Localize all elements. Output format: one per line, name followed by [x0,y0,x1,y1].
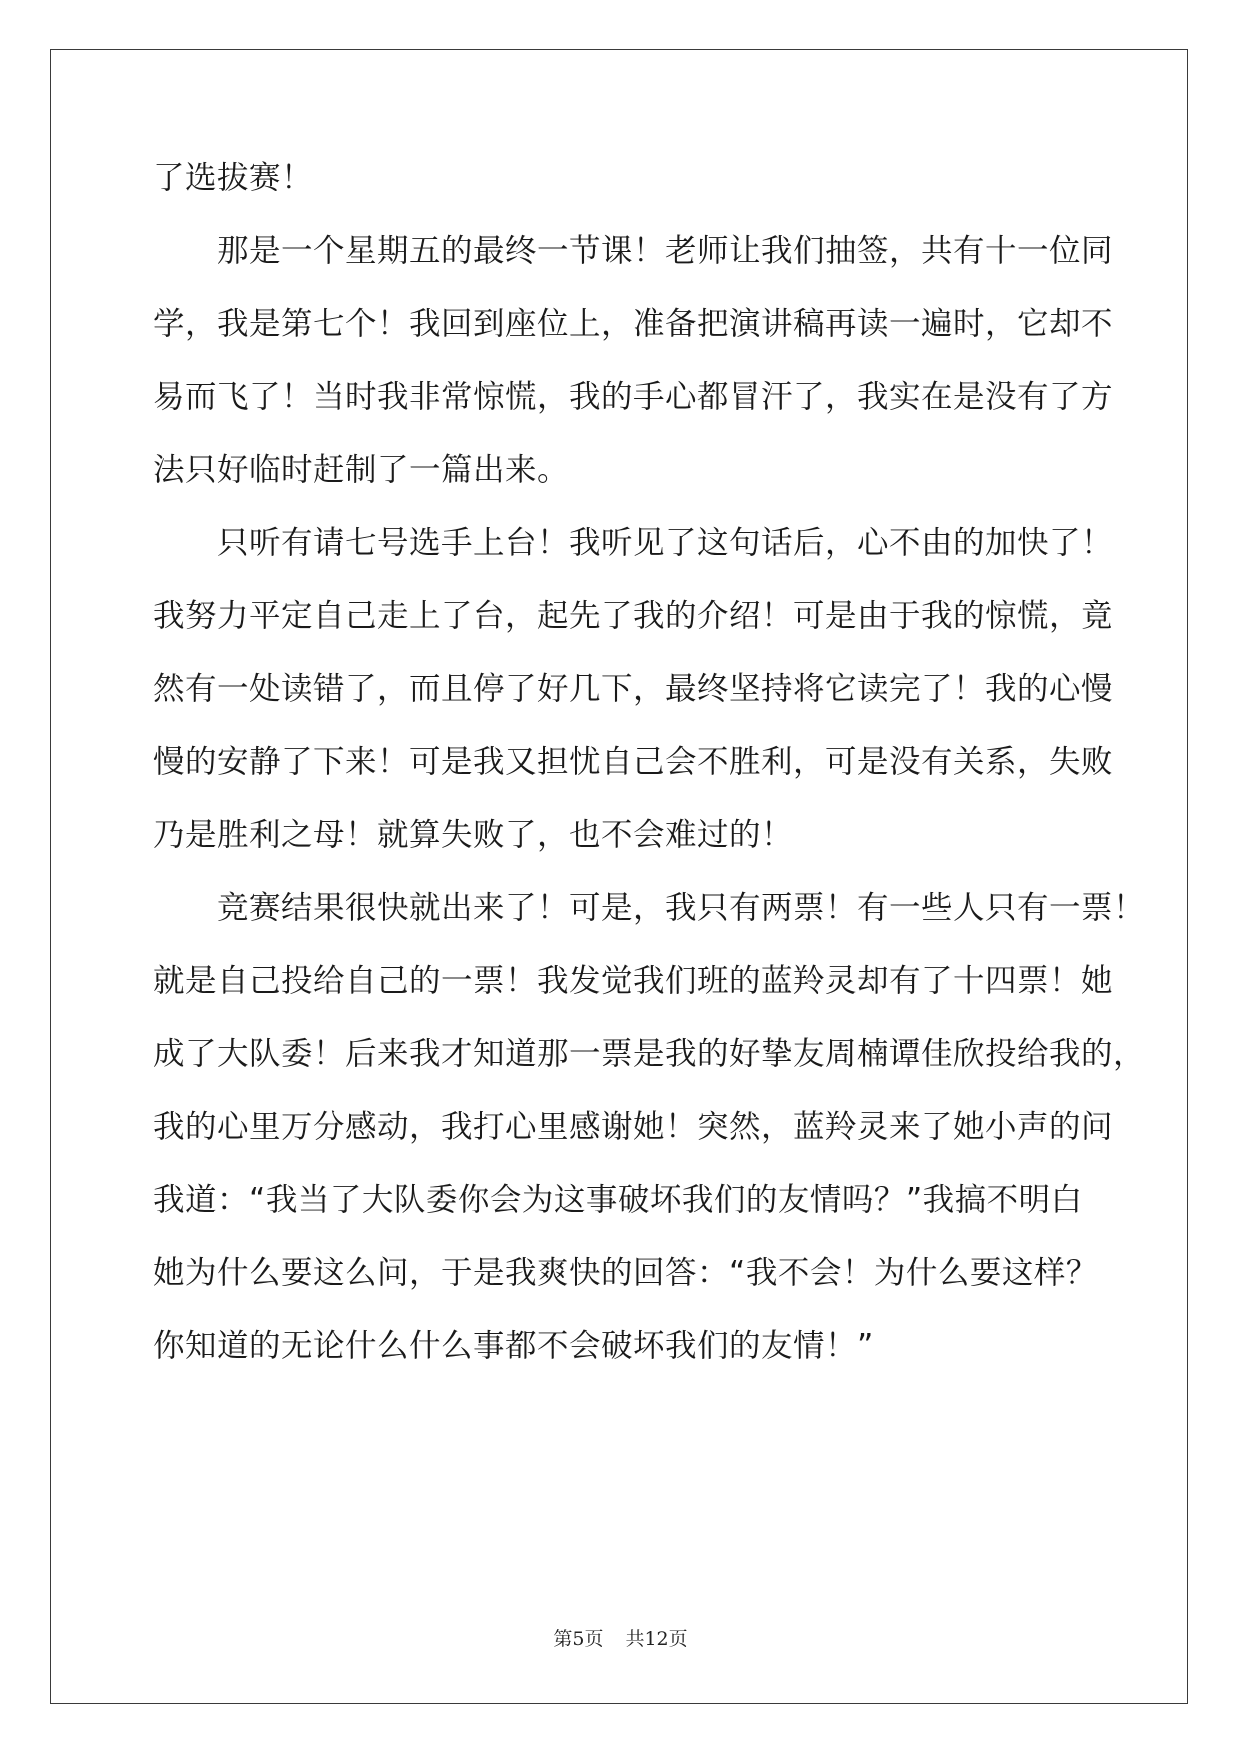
text-line: 只听有请七号选手上台！我听见了这句话后，心不由的加快了！ [153,525,1114,561]
text-line: 学，我是第七个！我回到座位上，准备把演讲稿再读一遍时，它却不 [153,306,1114,342]
text-line: 慢的安静了下来！可是我又担忧自己会不胜利，可是没有关系，失败 [153,744,1114,780]
text-line: 了选拔赛！ [153,160,314,196]
page-footer [0,1626,1241,1652]
page-number: 第5页 [553,1628,604,1650]
text-line: 乃是胜利之母！就算失败了，也不会难过的！ [153,817,794,853]
text-line: 就是自己投给自己的一票！我发觉我们班的蓝羚灵却有了十四票！她 [153,963,1114,999]
text-line: 易而飞了！当时我非常惊慌，我的手心都冒汗了，我实在是没有了方 [153,379,1114,415]
text-line: 我道：“我当了大队委你会为这事破坏我们的友情吗？”我搞不明白 [153,1182,1083,1218]
text-line: 成了大队委！后来我才知道那一票是我的好挚友周楠谭佳欣投给我的， [153,1036,1146,1072]
text-line: 她为什么要这么问，于是我爽快的回答：“我不会！为什么要这样？ [153,1255,1098,1291]
text-line: 那是一个星期五的最终一节课！老师让我们抽签，共有十一位同 [153,233,1114,269]
text-line: 我努力平定自己走上了台，起先了我的介绍！可是由于我的惊慌，竟 [153,598,1114,634]
text-line: 我的心里万分感动，我打心里感谢她！突然，蓝羚灵来了她小声的问 [153,1109,1114,1145]
text-line: 然有一处读错了，而且停了好几下，最终坚持将它读完了！我的心慢 [153,671,1114,707]
text-line: 法只好临时赶制了一篇出来。 [153,452,570,488]
page-border [50,49,1188,1704]
text-line: 竞赛结果很快就出来了！可是，我只有两票！有一些人只有一票！ [153,890,1146,926]
text-line: 你知道的无论什么什么事都不会破坏我们的友情！” [153,1328,874,1364]
page-total: 共12页 [625,1628,688,1650]
